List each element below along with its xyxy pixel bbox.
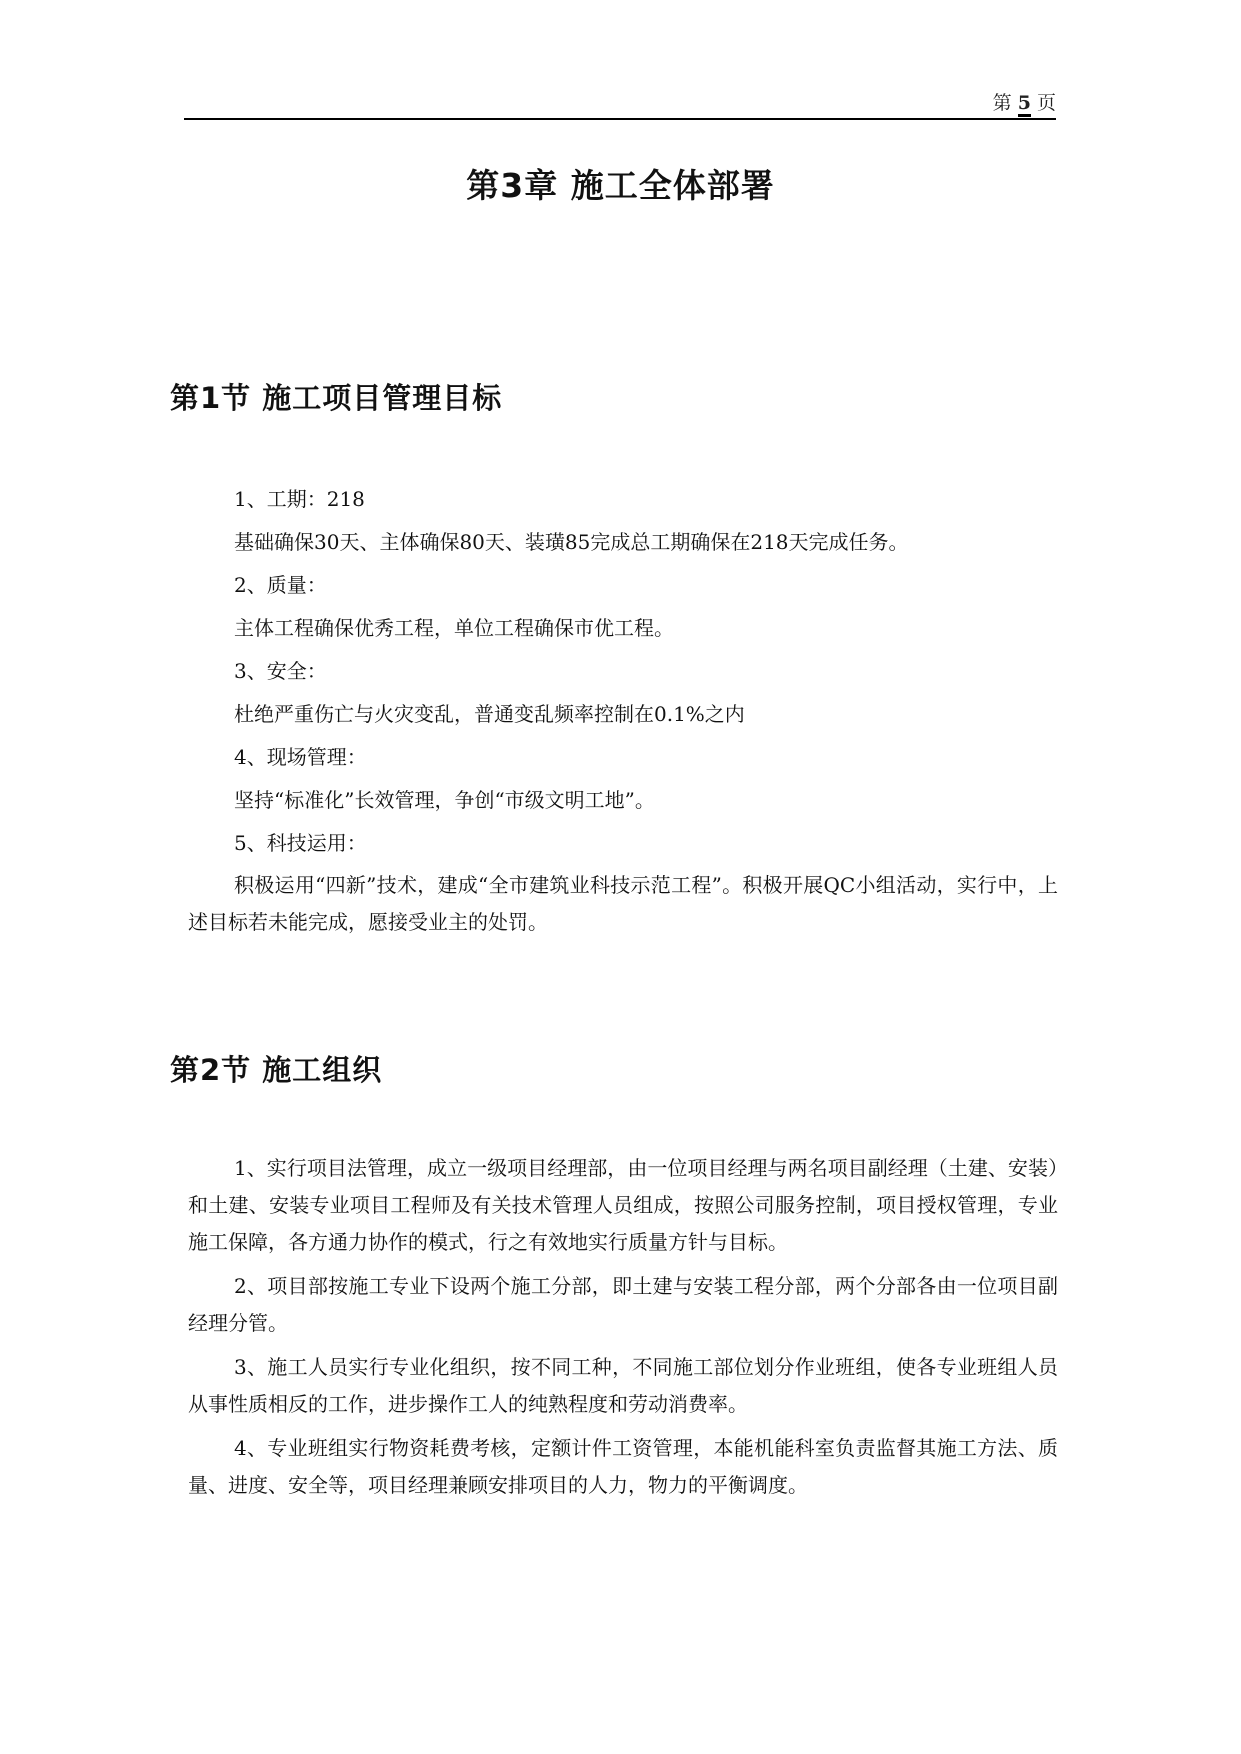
goal-heading: 5、科技运用： xyxy=(234,831,367,855)
goal-heading: 4、现场管理： xyxy=(234,745,367,769)
goal-text: 基础确保30天、主体确保80天、装璜85完成总工期确保在218天完成任务。 xyxy=(234,530,909,554)
section-title-goals: 第1节 施工项目管理目标 xyxy=(170,381,503,415)
organization-paragraph: 1、实行项目法管理，成立一级项目经理部，由一位项目经理与两名项目副经理（土建、安装）和土建、安装专业项目工程师及有关技术管理人员组成，按照公司服务控制，项目授权管理，专业施工保障，各方通力协作的模式，行之有效地实行质量方针与目标。 xyxy=(188,1156,1058,1254)
organization-paragraph: 4、专业班组实行物资耗费考核，定额计件工资管理，本能机能科室负责监督其施工方法、质量、进度、安全等，项目经理兼顾安排项目的人力，物力的平衡调度。 xyxy=(188,1436,1058,1497)
goal-5-text-block xyxy=(188,867,1058,941)
organization-body xyxy=(188,1150,1058,1511)
organization-paragraph: 2、项目部按施工专业下设两个施工分部，即土建与安装工程分部，两个分部各由一位项目副经理分管。 xyxy=(188,1274,1058,1335)
chapter-title: 第3章 施工全体部署 xyxy=(466,166,775,205)
organization-paragraph: 3、施工人员实行专业化组织，按不同工种，不同施工部位划分作业班组，使各专业班组人员从事性质相反的工作，进步操作工人的纯熟程度和劳动消费率。 xyxy=(188,1355,1058,1416)
goal-heading: 1、工期：218 xyxy=(234,487,365,511)
goal-heading: 2、质量： xyxy=(234,573,327,597)
section-title-organization: 第2节 施工组织 xyxy=(170,1053,383,1087)
goal-text: 杜绝严重伤亡与火灾变乱，普通变乱频率控制在0.1%之内 xyxy=(234,702,745,726)
goal-text: 积极运用“四新”技术，建成“全市建筑业科技示范工程”。积极开展QC小组活动，实行中，上述目标若未能完成，愿接受业主的处罚。 xyxy=(188,873,1058,934)
page-header xyxy=(184,88,1056,120)
page-number: 第 5 页 xyxy=(993,88,1056,115)
goal-text: 坚持“标准化”长效管理，争创“市级文明工地”。 xyxy=(234,788,655,812)
goal-text: 主体工程确保优秀工程，单位工程确保市优工程。 xyxy=(234,616,674,640)
goal-heading: 3、安全： xyxy=(234,659,327,683)
goals-list xyxy=(188,478,1058,865)
